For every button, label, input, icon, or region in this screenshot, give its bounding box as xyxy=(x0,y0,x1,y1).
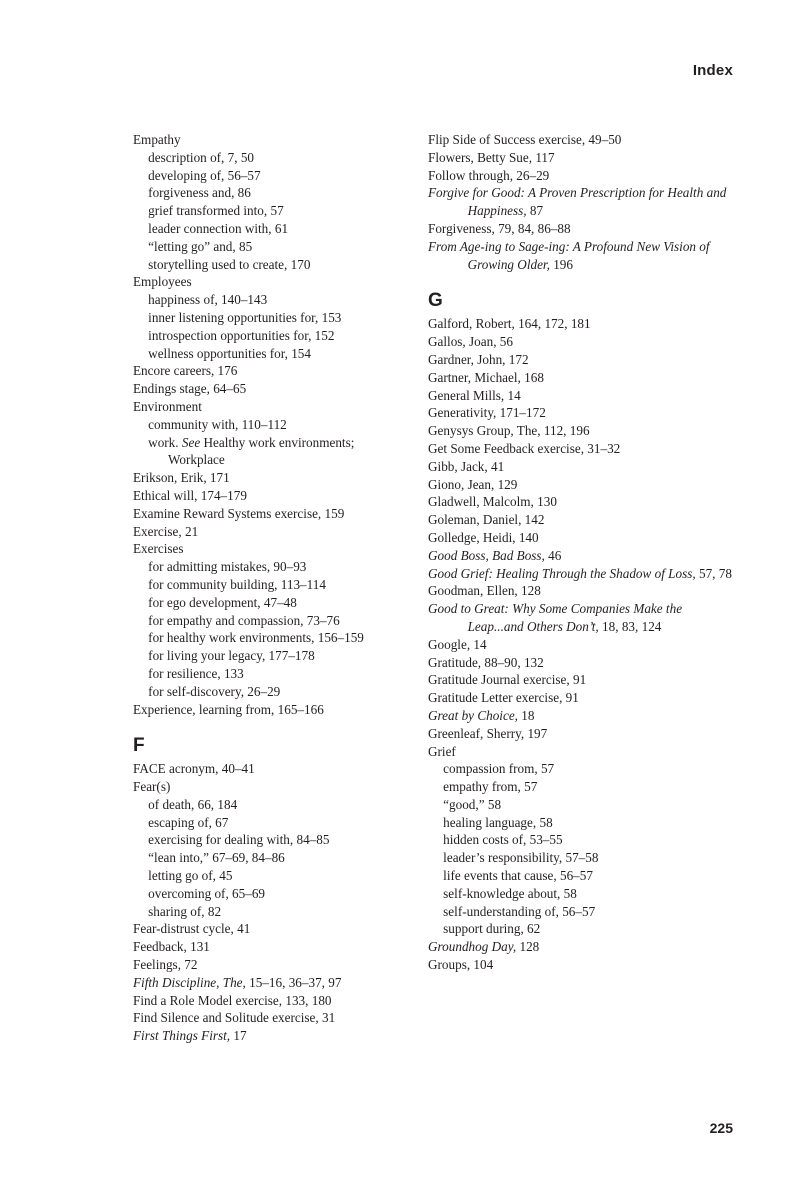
index-subentry xyxy=(133,416,413,434)
entry-text: support during, 62 xyxy=(443,921,541,937)
entry-text: Gartner, Michael, 168 xyxy=(428,369,544,385)
entry-text: Genysys Group, The, 112, 196 xyxy=(428,423,590,439)
index-subentry xyxy=(133,903,413,921)
index-entry xyxy=(428,725,738,743)
index-subentry xyxy=(428,849,738,867)
entry-text: Google, 14 xyxy=(428,636,487,652)
entry-title-italic: Great by Choice, xyxy=(428,707,518,723)
entry-text: 196 xyxy=(549,256,573,272)
entry-text: 17 xyxy=(230,1028,247,1044)
entry-title-italic: See xyxy=(181,434,201,450)
index-entry xyxy=(428,565,738,583)
entry-text: Ethical will, 174–179 xyxy=(133,487,247,503)
index-entry xyxy=(133,505,413,523)
entry-text: Greenleaf, Sherry, 197 xyxy=(428,725,548,741)
index-subentry xyxy=(133,647,413,665)
index-entry xyxy=(428,743,738,761)
entry-text: 18, 83, 124 xyxy=(598,618,662,634)
entry-text: Fear(s) xyxy=(133,779,171,795)
entry-text: for self-discovery, 26–29 xyxy=(148,683,281,699)
index-entry xyxy=(428,131,738,149)
entry-text: Feelings, 72 xyxy=(133,957,198,973)
index-entry xyxy=(428,369,738,387)
index-subentry xyxy=(428,867,738,885)
entry-text: sharing of, 82 xyxy=(148,903,222,919)
entry-text: “good,” 58 xyxy=(443,796,502,812)
index-subentry xyxy=(133,683,413,701)
entry-text: Feedback, 131 xyxy=(133,939,210,955)
index-entry xyxy=(428,220,738,238)
entry-text: Erikson, Erik, 171 xyxy=(133,470,230,486)
entry-text: grief transformed into, 57 xyxy=(148,203,284,219)
entry-text: self-knowledge about, 58 xyxy=(443,885,577,901)
entry-text: leader’s responsibility, 57–58 xyxy=(443,850,599,866)
index-entry xyxy=(133,974,413,992)
index-subentry xyxy=(133,814,413,832)
index-subentry xyxy=(133,434,413,470)
index-subentry xyxy=(133,238,413,256)
entry-text: Generativity, 171–172 xyxy=(428,405,546,421)
entry-text: Forgiveness, 79, 84, 86–88 xyxy=(428,220,571,236)
index-entry xyxy=(133,487,413,505)
index-subentry xyxy=(133,184,413,202)
index-entry xyxy=(428,458,738,476)
entry-text: for empathy and compassion, 73–76 xyxy=(148,612,340,628)
index-column-left xyxy=(133,131,413,1045)
entry-text: Follow through, 26–29 xyxy=(428,167,550,183)
index-entry xyxy=(133,778,413,796)
index-subentry xyxy=(133,665,413,683)
index-entry xyxy=(428,654,738,672)
entry-text: storytelling used to create, 170 xyxy=(148,256,311,272)
entry-text: for ego development, 47–48 xyxy=(148,594,297,610)
entry-text: “letting go” and, 85 xyxy=(148,238,253,254)
index-entry xyxy=(133,1027,413,1045)
entry-text: Grief xyxy=(428,743,456,759)
entry-text: Empathy xyxy=(133,132,181,147)
entry-text: wellness opportunities for, 154 xyxy=(148,345,311,361)
index-entry xyxy=(133,273,413,291)
index-entry xyxy=(428,671,738,689)
entry-text: compassion from, 57 xyxy=(443,761,555,777)
entry-text: Flip Side of Success exercise, 49–50 xyxy=(428,132,622,147)
entry-text: Employees xyxy=(133,274,192,290)
section-letter: G xyxy=(428,290,443,312)
index-entry xyxy=(428,636,738,654)
index-subentry xyxy=(133,576,413,594)
entry-title-italic: Good to Great: Why Some Companies Make the Leap...and Others Don’t, xyxy=(428,601,683,634)
index-entry xyxy=(428,167,738,185)
index-subentry xyxy=(133,885,413,903)
index-subentry xyxy=(133,629,413,647)
entry-text: escaping of, 67 xyxy=(148,814,229,830)
entry-text: happiness of, 140–143 xyxy=(148,292,268,308)
entry-text: for admitting mistakes, 90–93 xyxy=(148,559,307,575)
index-entry xyxy=(133,523,413,541)
index-entry xyxy=(133,362,413,380)
entry-text: forgiveness and, 86 xyxy=(148,185,251,201)
entry-text: Giono, Jean, 129 xyxy=(428,476,518,492)
entry-text: community with, 110–112 xyxy=(148,416,287,432)
index-entry xyxy=(133,380,413,398)
entry-text: Galford, Robert, 164, 172, 181 xyxy=(428,316,591,332)
entry-title-italic: First Things First, xyxy=(133,1028,231,1044)
entry-text: Gladwell, Malcolm, 130 xyxy=(428,494,557,510)
entry-title-italic: From Age-ing to Sage-ing: A Profound New Vision of Growing Older, xyxy=(428,238,710,272)
index-subentry xyxy=(133,309,413,327)
entry-text: Groups, 104 xyxy=(428,957,494,973)
entry-text: Environment xyxy=(133,398,202,414)
index-subentry xyxy=(133,796,413,814)
entry-text: Goleman, Daniel, 142 xyxy=(428,512,545,528)
entry-text: of death, 66, 184 xyxy=(148,796,238,812)
index-entry xyxy=(428,956,738,974)
entry-text: for living your legacy, 177–178 xyxy=(148,648,315,664)
index-entry xyxy=(133,920,413,938)
entry-text: Find a Role Model exercise, 133, 180 xyxy=(133,992,332,1008)
index-subentry xyxy=(133,220,413,238)
index-subentry xyxy=(133,558,413,576)
index-subentry xyxy=(428,778,738,796)
running-header: Index xyxy=(692,62,733,79)
entry-title-italic: Fifth Discipline, The, xyxy=(133,974,246,990)
index-subentry xyxy=(133,149,413,167)
entry-text: Find Silence and Solitude exercise, 31 xyxy=(133,1010,336,1026)
entry-title-italic: Groundhog Day, xyxy=(428,939,517,955)
index-entry xyxy=(428,315,738,333)
index-subentry xyxy=(133,612,413,630)
index-entry xyxy=(428,404,738,422)
index-entry xyxy=(428,689,738,707)
index-entry xyxy=(428,493,738,511)
entry-text: introspection opportunities for, 152 xyxy=(148,327,335,343)
index-subentry xyxy=(428,831,738,849)
entry-text: Exercises xyxy=(133,541,184,557)
entry-text: 128 xyxy=(516,939,540,955)
index-entry xyxy=(428,476,738,494)
entry-text: letting go of, 45 xyxy=(148,868,233,884)
entry-text: leader connection with, 61 xyxy=(148,220,289,236)
index-entry xyxy=(133,938,413,956)
index-entry xyxy=(428,600,738,636)
entry-text: Fear-distrust cycle, 41 xyxy=(133,921,251,937)
entry-text: inner listening opportunities for, 153 xyxy=(148,309,342,325)
index-entry xyxy=(133,398,413,416)
index-subentry xyxy=(133,291,413,309)
entry-text: Encore careers, 176 xyxy=(133,363,238,379)
index-subentry xyxy=(133,831,413,849)
entry-text: Gratitude, 88–90, 132 xyxy=(428,654,544,670)
entry-text: Exercise, 21 xyxy=(133,523,199,539)
entry-text: healing language, 58 xyxy=(443,814,553,830)
section-letter: F xyxy=(133,735,145,757)
entry-text: Get Some Feedback exercise, 31–32 xyxy=(428,440,621,456)
entry-text: Goodman, Ellen, 128 xyxy=(428,583,541,599)
index-entry xyxy=(428,547,738,565)
entry-text: Golledge, Heidi, 140 xyxy=(428,529,539,545)
index-entry xyxy=(428,184,738,220)
entry-text: Healthy work environments; Workplace xyxy=(167,434,355,468)
entry-text: Gardner, John, 172 xyxy=(428,351,529,367)
index-entry xyxy=(428,351,738,369)
entry-text: Gibb, Jack, 41 xyxy=(428,458,505,474)
index-entry xyxy=(428,707,738,725)
entry-text: Endings stage, 64–65 xyxy=(133,381,247,397)
index-entry xyxy=(133,956,413,974)
index-subentry xyxy=(428,760,738,778)
entry-text: 15–16, 36–37, 97 xyxy=(245,974,342,990)
entry-text: Experience, learning from, 165–166 xyxy=(133,701,324,717)
index-entry xyxy=(428,440,738,458)
index-entry xyxy=(133,131,413,149)
index-subentry xyxy=(428,814,738,832)
index-subentry xyxy=(133,167,413,185)
index-entry xyxy=(428,149,738,167)
index-entry xyxy=(428,333,738,351)
entry-title-italic: Good Boss, Bad Boss, xyxy=(428,547,545,563)
index-subentry xyxy=(133,867,413,885)
entry-text: “lean into,” 67–69, 84–86 xyxy=(148,850,285,866)
entry-text: life events that cause, 56–57 xyxy=(443,868,593,884)
index-subentry xyxy=(133,327,413,345)
index-subentry xyxy=(428,920,738,938)
index-subentry xyxy=(133,345,413,363)
entry-text: 57, 78 xyxy=(695,565,732,581)
entry-text: empathy from, 57 xyxy=(443,779,538,795)
entry-text: for resilience, 133 xyxy=(148,665,244,681)
entry-title-italic: Good Grief: Healing Through the Shadow of Loss, xyxy=(428,565,696,581)
index-entry xyxy=(133,701,413,719)
index-entry xyxy=(133,992,413,1010)
index-entry xyxy=(428,422,738,440)
entry-title-italic: Forgive for Good: A Proven Prescription for Health and Happiness, xyxy=(428,185,727,219)
index-entry xyxy=(133,1009,413,1027)
index-subentry xyxy=(133,849,413,867)
index-subentry xyxy=(428,796,738,814)
entry-text: Examine Reward Systems exercise, 159 xyxy=(133,505,345,521)
index-subentry xyxy=(133,594,413,612)
index-subentry xyxy=(133,202,413,220)
entry-text: exercising for dealing with, 84–85 xyxy=(148,832,330,848)
index-entry xyxy=(133,469,413,487)
entry-text: Flowers, Betty Sue, 117 xyxy=(428,149,555,165)
index-entry xyxy=(133,540,413,558)
entry-text: hidden costs of, 53–55 xyxy=(443,832,563,848)
entry-text: work. xyxy=(148,434,182,450)
entry-text: self-understanding of, 56–57 xyxy=(443,903,596,919)
index-entry xyxy=(428,582,738,600)
page-number: 225 xyxy=(709,1120,733,1136)
index-subentry xyxy=(428,885,738,903)
entry-text: Gratitude Letter exercise, 91 xyxy=(428,690,579,706)
entry-text: FACE acronym, 40–41 xyxy=(133,761,255,777)
index-subentry xyxy=(133,256,413,274)
index-entry xyxy=(428,938,738,956)
entry-text: Gallos, Joan, 56 xyxy=(428,334,513,350)
entry-text: General Mills, 14 xyxy=(428,387,521,403)
index-entry xyxy=(133,760,413,778)
entry-text: description of, 7, 50 xyxy=(148,149,255,165)
index-entry xyxy=(428,387,738,405)
entry-text: overcoming of, 65–69 xyxy=(148,885,266,901)
entry-text: 46 xyxy=(544,547,562,563)
index-entry xyxy=(428,511,738,529)
entry-text: 18 xyxy=(517,707,535,723)
index-entry xyxy=(428,529,738,547)
index-column-right xyxy=(428,131,738,974)
entry-text: developing of, 56–57 xyxy=(148,167,261,183)
index-subentry xyxy=(428,903,738,921)
entry-text: for healthy work environments, 156–159 xyxy=(148,630,364,646)
entry-text: 87 xyxy=(526,203,544,219)
entry-text: Gratitude Journal exercise, 91 xyxy=(428,672,587,688)
index-entry xyxy=(428,238,738,274)
entry-text: for community building, 113–114 xyxy=(148,576,326,592)
